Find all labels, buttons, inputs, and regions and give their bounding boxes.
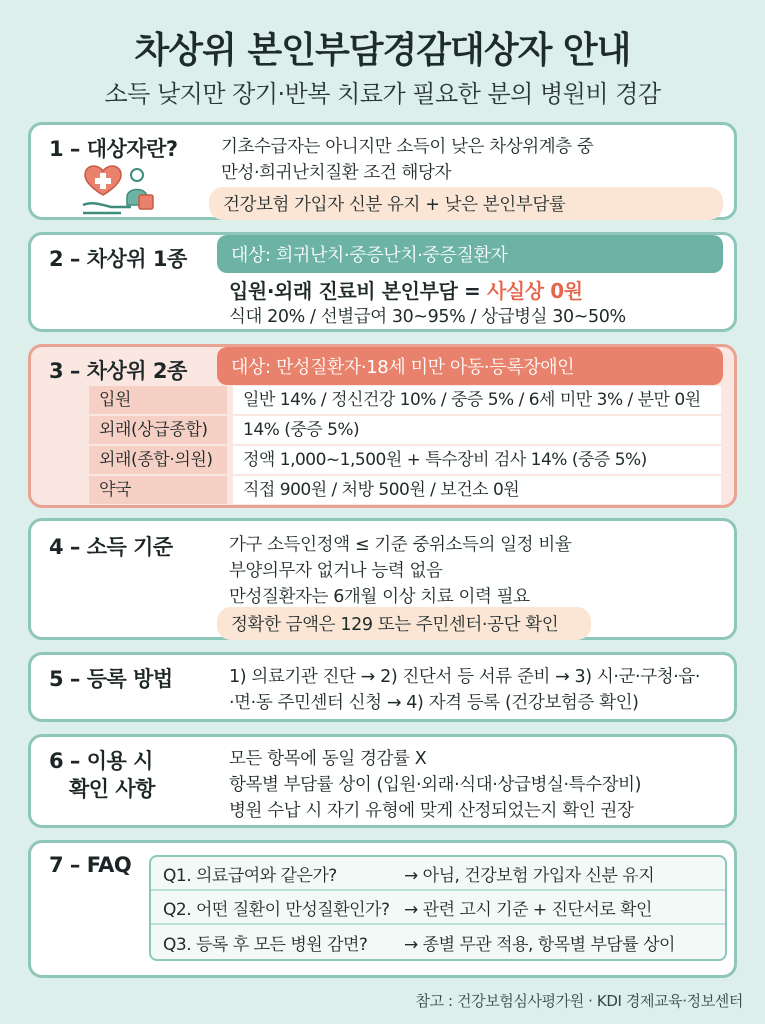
section-1-line1: 기초수급자는 아니지만 소득이 낮은 차상위계층 중 bbox=[221, 137, 594, 157]
section-2-main bbox=[229, 275, 583, 304]
section-4-highlight: 정확한 금액은 129 또는 주민센터·공단 확인 bbox=[217, 607, 591, 640]
section-5-line2: ·면·동 주민센터 신청 → 4) 자격 등록 (건강보험증 확인) bbox=[229, 693, 639, 713]
table-row bbox=[89, 415, 721, 445]
table-row bbox=[89, 385, 721, 415]
section-2-detail: 식대 20% / 선별급여 30~95% / 상급병실 30~50% bbox=[229, 307, 626, 327]
section-2-heading: 2 – 차상위 1종 bbox=[49, 247, 187, 271]
section-6-line1: 모든 항목에 동일 경감률 X bbox=[229, 749, 427, 769]
section-6-card bbox=[28, 734, 737, 828]
section-5-card bbox=[28, 652, 737, 722]
table-row-label: 입원 bbox=[89, 386, 227, 414]
section-7-heading: 7 – FAQ bbox=[49, 853, 132, 877]
section-4-line3: 만성질환자는 6개월 이상 치료 이력 필요 bbox=[229, 587, 530, 607]
faq-row bbox=[151, 857, 725, 891]
section-1-card bbox=[28, 122, 737, 220]
heart-care-icon bbox=[81, 161, 161, 217]
section-7-card bbox=[28, 840, 737, 978]
section-2-main-value: 사실상 0원 bbox=[486, 279, 583, 303]
section-1-line2: 만성·희귀난치질환 조건 해당자 bbox=[221, 163, 452, 183]
section-2-card bbox=[28, 232, 737, 332]
section-4-heading: 4 – 소득 기준 bbox=[49, 535, 173, 559]
faq-answer: → 아님, 건강보험 가입자 신분 유지 bbox=[404, 865, 655, 886]
faq-row bbox=[151, 891, 725, 925]
section-2-main-prefix: 입원·외래 진료비 본인부담 = bbox=[229, 279, 487, 303]
faq-table bbox=[149, 855, 727, 961]
section-6-heading-line1: 6 – 이용 시 bbox=[49, 749, 153, 773]
section-4-line1: 가구 소득인정액 ≤ 기준 중위소득의 일정 비율 bbox=[229, 535, 572, 555]
table-row bbox=[89, 445, 721, 475]
table-row bbox=[89, 475, 721, 505]
table-row-label: 외래(종합·의원) bbox=[89, 446, 227, 474]
table-row-label: 약국 bbox=[89, 476, 227, 504]
footer-reference: 참고 : 건강보험심사평가원 · KDI 경제교육·정보센터 bbox=[415, 992, 743, 1010]
table-row-value: 직접 900원 / 처방 500원 / 보건소 0원 bbox=[233, 476, 721, 504]
faq-answer: → 관련 고시 기준 + 진단서로 확인 bbox=[404, 899, 652, 920]
section-1-highlight: 건강보험 가입자 신분 유지 + 낮은 본인부담률 bbox=[209, 187, 723, 220]
section-4-card bbox=[28, 518, 737, 640]
section-5-line1: 1) 의료기관 진단 → 2) 진단서 등 서류 준비 → 3) 시·군·구청·읍· bbox=[229, 667, 701, 687]
section-3-table bbox=[89, 385, 721, 505]
faq-question: Q2. 어떤 질환이 만성질환인가? bbox=[163, 899, 390, 920]
table-row-label: 외래(상급종합) bbox=[89, 416, 227, 444]
faq-question: Q3. 등록 후 모든 병원 감면? bbox=[163, 934, 368, 955]
page-subtitle: 소득 낮지만 장기·반복 치료가 필요한 분의 병원비 경감 bbox=[104, 80, 661, 108]
section-6-line3: 병원 수납 시 자기 유형에 맞게 산정되었는지 확인 권장 bbox=[229, 801, 634, 821]
faq-row bbox=[151, 925, 725, 959]
faq-answer: → 종별 무관 적용, 항목별 부담률 상이 bbox=[404, 934, 675, 955]
section-3-card bbox=[28, 344, 737, 508]
section-6-heading-line2: 확인 사항 bbox=[69, 777, 155, 801]
table-row-value: 정액 1,000~1,500원 + 특수장비 검사 14% (중증 5%) bbox=[233, 446, 721, 474]
faq-question: Q1. 의료급여와 같은가? bbox=[163, 865, 337, 886]
section-6-line2: 항목별 부담률 상이 (입원·외래·식대·상급병실·특수장비) bbox=[229, 775, 642, 795]
section-2-target-bar: 대상: 희귀난치·중증난치·중증질환자 bbox=[217, 235, 723, 273]
table-row-value: 14% (중증 5%) bbox=[233, 416, 721, 444]
section-1-heading: 1 – 대상자란? bbox=[49, 137, 178, 161]
section-4-line2: 부양의무자 없거나 능력 없음 bbox=[229, 561, 443, 581]
section-5-heading: 5 – 등록 방법 bbox=[49, 667, 173, 691]
section-3-target-bar: 대상: 만성질환자·18세 미만 아동·등록장애인 bbox=[217, 347, 723, 385]
section-3-heading: 3 – 차상위 2종 bbox=[49, 359, 187, 383]
page-title: 차상위 본인부담경감대상자 안내 bbox=[134, 30, 631, 71]
table-row-value: 일반 14% / 정신건강 10% / 중증 5% / 6세 미만 3% / 분만 0원 bbox=[233, 386, 721, 414]
